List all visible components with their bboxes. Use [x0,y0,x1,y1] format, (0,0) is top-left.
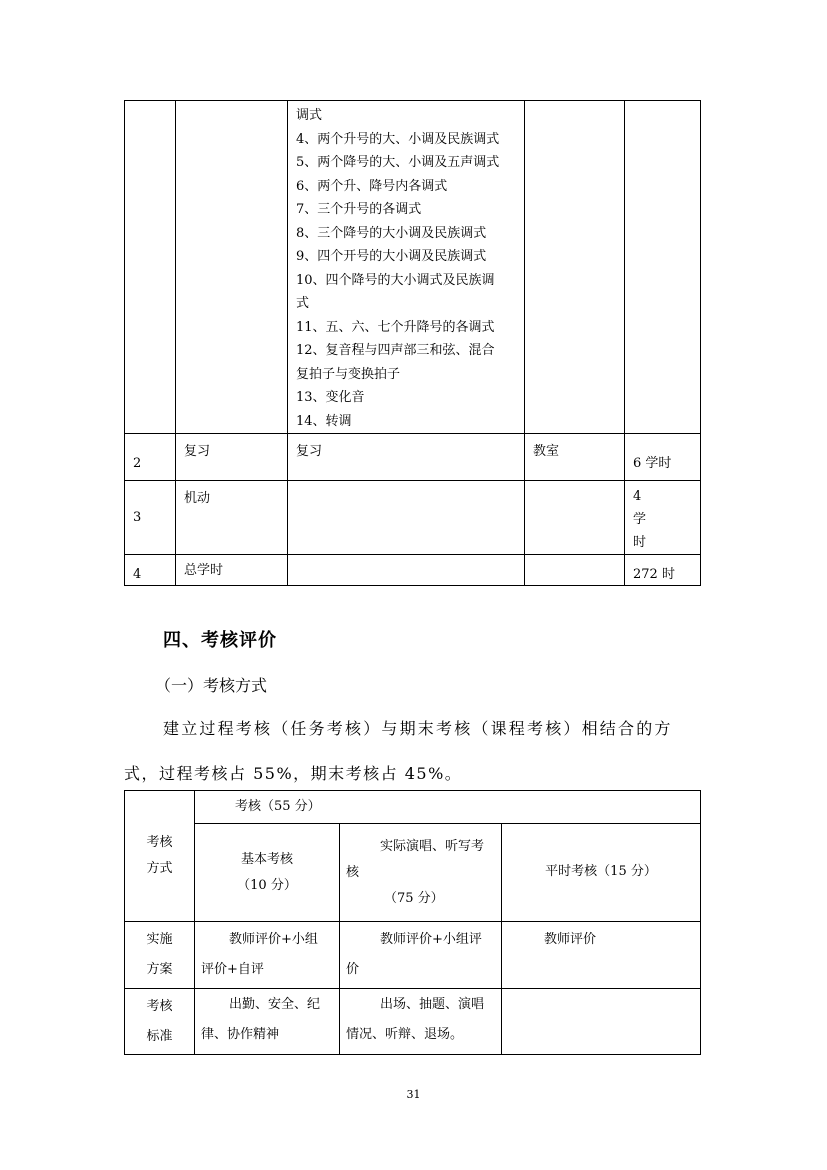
table-row [125,989,701,1055]
standard-label [125,989,195,1055]
list-item: 8、三个降号的大小调及民族调式 [296,225,487,241]
assessment-table [124,790,701,1055]
hours-cell [625,481,701,555]
table-row [125,481,701,555]
page-number: 31 [406,1088,421,1101]
list-item: 复拍子与变换拍子 [296,366,401,382]
list-item: 11、五、六、七个升降号的各调式 [296,319,495,335]
table-cell [176,101,288,434]
cell-line: 价 [346,962,360,977]
label-line: 标准 [146,1028,173,1044]
standard-usual-cell [502,989,701,1055]
section-heading: 四、考核评价 [163,630,277,651]
header-line: 实际演唱、听写考 [380,838,485,854]
list-item: 4、两个升号的大、小调及民族调式 [296,131,500,147]
list-item: 式 [296,296,310,311]
content-cell: 复习 [288,434,525,481]
hours-line: 学 [633,512,647,527]
place-cell [525,481,625,555]
subsection-heading: （一）考核方式 [155,676,268,695]
table-row [125,434,701,481]
plan-basic-cell [195,922,340,989]
content-cell [288,481,525,555]
label-line: 考核 [146,835,173,850]
header-line: （75 分） [384,890,444,906]
schedule-table [124,100,701,586]
standard-practical-cell [340,989,502,1055]
standard-basic-cell [195,989,340,1055]
table-row [125,791,701,824]
label-line: 方案 [146,962,173,977]
cell-line: 律、协作精神 [201,1027,280,1042]
list-item: 14、转调 [296,413,352,429]
place-cell: 教室 [525,434,625,481]
header-line: 基本考核 [240,851,293,867]
row-number: 4 [125,555,176,586]
table-row [125,922,701,989]
list-item: 12、复音程与四声部三和弦、混合 [296,343,495,358]
header-line: 核 [346,864,360,880]
plan-practical-cell [340,922,502,989]
content-cell [288,101,525,434]
list-item: 7、三个升号的各调式 [296,202,422,217]
cell-line: 出场、抽题、演唱 [380,997,485,1012]
hours-line: 时 [633,535,647,550]
project-cell: 复习 [176,434,288,481]
row-number: 2 [125,434,176,481]
content-cell [288,555,525,586]
hours-cell: 272 时 [625,555,701,586]
table-row [125,824,701,922]
table-row [125,101,701,434]
practical-assessment-header [340,824,502,922]
basic-assessment-header [195,824,340,922]
cell-line: 情况、听辩、退场。 [346,1027,464,1042]
hours-cell: 6 学时 [625,434,701,481]
list-item: 9、四个开号的大小调及民族调式 [296,249,487,264]
hours-line: 4 [633,489,642,504]
plan-label [125,922,195,989]
cell-line: 出勤、安全、纪 [229,997,321,1012]
header-line: （10 分） [237,877,297,893]
cell-line: 评价+自评 [201,962,264,977]
table-cell [625,101,701,434]
content-list [296,104,524,433]
list-item: 10、四个降号的大小调式及民族调 [296,272,495,288]
label-line: 实施 [146,932,173,947]
project-cell: 机动 [176,481,288,555]
top-header: 考核（55 分） [195,791,701,824]
list-item: 5、两个降号的大、小调及五声调式 [296,155,500,170]
list-item: 13、变化音 [296,390,365,405]
paragraph-line: 式，过程考核占 55%，期末考核占 45%。 [124,764,463,783]
place-cell [525,555,625,586]
row-number: 3 [125,481,176,555]
project-cell: 总学时 [176,555,288,586]
table-cell [525,101,625,434]
cell-line: 教师评价+小组评 [380,932,482,947]
list-item: 调式 [296,108,323,123]
label-line: 方式 [146,861,173,876]
label-line: 考核 [146,998,173,1014]
table-cell [125,101,176,434]
paragraph-line: 建立过程考核（任务考核）与期末考核（课程考核）相结合的方 [163,719,673,738]
list-item: 6、两个升、降号内各调式 [296,178,448,194]
method-label [125,791,195,922]
table-row [125,555,701,586]
cell-line: 教师评价+小组 [229,932,318,947]
plan-usual-cell: 教师评价 [502,922,701,989]
usual-assessment-header: 平时考核（15 分） [502,824,701,922]
